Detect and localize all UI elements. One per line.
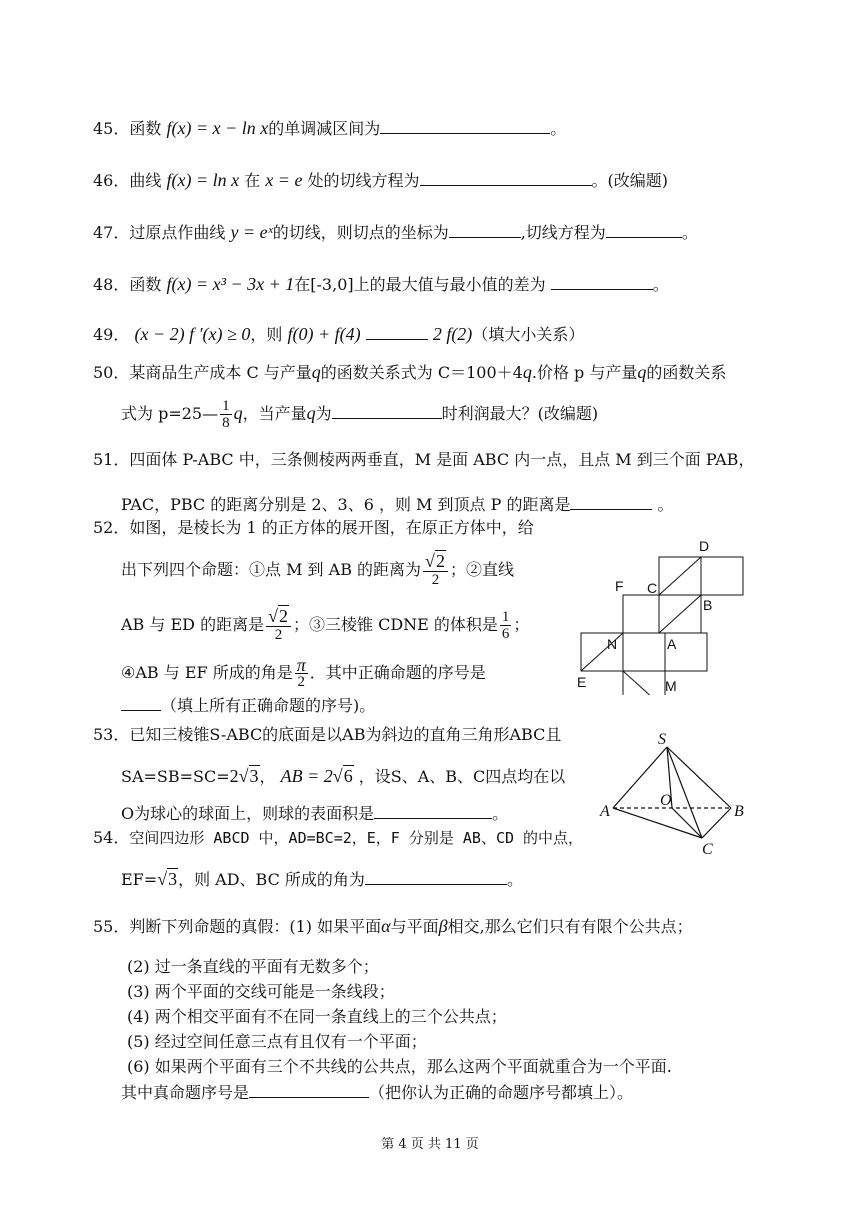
question-55-line1: 55．判断下列命题的真假：(1) 如果平面α与平面β相交,那么它们只有有限个公共点； xyxy=(93,916,693,936)
question-47: 47．过原点作曲线 y = eˣ的切线，则切点的坐标为 ,切线方程为 。 xyxy=(93,222,698,242)
question-53-line3: O为球心的球面上，则球的表面积是 。 xyxy=(121,801,508,826)
answer-blank[interactable] xyxy=(249,1080,369,1098)
label-A: A xyxy=(667,636,677,652)
question-52-line4: ④AB 与 EF 所成的角是 $\frac{\pi}{2}$ ．其中正确命题的序号是 xyxy=(121,655,486,690)
question-55-item-5: (5) 经过空间任意三点有且仅有一个平面； xyxy=(127,1032,427,1051)
label-A: A xyxy=(600,803,610,820)
question-55-item-4: (4) 两个相交平面有不在同一条直线上的三个公共点； xyxy=(127,1007,507,1026)
page-footer: 第 4 页 共 11 页 xyxy=(381,1137,479,1152)
question-54-line1: 54．空间四边形 ABCD 中，AD=BC=2，E，F 分别是 AB、CD 的中点， xyxy=(93,828,584,847)
question-53-line2: SA=SB=SC=2√3， AB = 2√6 ，设S、A、B、C四点均在以 xyxy=(121,766,566,786)
question-49: 49． (x − 2) f ′(x) ≥ 0，则 f(0) + f(4) 2 f(2)（填大小关系） xyxy=(93,324,585,344)
question-51-line2: PAC，PBC 的距离分别是 2、3、6 ，则 M 到顶点 P 的距离是 。 xyxy=(121,492,674,517)
answer-blank[interactable] xyxy=(606,220,682,238)
answer-blank[interactable] xyxy=(366,322,428,340)
label-O: O xyxy=(660,792,672,809)
label-N: N xyxy=(607,636,618,652)
answer-blank[interactable] xyxy=(449,220,521,238)
label-F: F xyxy=(615,578,624,594)
question-50-line1: 50．某商品生产成本 C 与产量q的函数关系式为 C＝100＋4q.价格 p 与产量q的函数关系 xyxy=(93,362,727,382)
label-B: B xyxy=(703,597,713,613)
question-52-line5: （填上所有正确命题的序号)。 xyxy=(121,693,375,718)
answer-blank[interactable] xyxy=(570,492,652,510)
question-55-item-3: (3) 两个平面的交线可能是一条线段； xyxy=(127,982,395,1001)
label-M: M xyxy=(665,678,677,694)
answer-blank[interactable] xyxy=(420,168,592,186)
label-B: B xyxy=(734,803,744,820)
question-55-last: 其中真命题序号是 （把你认为正确的命题序号都填上）。 xyxy=(121,1080,633,1105)
label-D: D xyxy=(699,538,710,554)
answer-blank[interactable] xyxy=(374,801,492,819)
question-55-item-2: (2) 过一条直线的平面有无数多个； xyxy=(127,957,379,976)
pyramid-figure xyxy=(598,730,758,860)
answer-blank[interactable] xyxy=(380,116,550,134)
label-C: C xyxy=(647,580,658,596)
cube-net-figure xyxy=(575,535,755,695)
question-50-line2: 式为 p=25— $\frac{1}{8}$ q，当产量q为 时利润最大？(改编题) xyxy=(121,398,599,431)
label-S: S xyxy=(658,731,666,748)
answer-blank[interactable] xyxy=(121,693,161,711)
fraction: $\frac{1}{8}$ xyxy=(222,398,230,431)
label-C: C xyxy=(702,841,713,858)
answer-blank[interactable] xyxy=(365,867,507,885)
question-45: 45．函数 f(x) = x − ln x的单调减区间为 。 xyxy=(93,118,567,138)
question-52-line2: 出下列四个命题：①点 M 到 AB 的距离为 $\frac{√2}{2}$ ；②直线 xyxy=(121,551,514,588)
answer-blank[interactable] xyxy=(551,272,653,290)
question-53-line1: 53．已知三棱锥S-ABC的底面是以AB为斜边的直角三角形ABC且 xyxy=(93,725,562,744)
answer-blank[interactable] xyxy=(332,401,442,419)
question-46: 46．曲线 f(x) = ln x 在 x = e 处的切线方程为 。(改编题) xyxy=(93,170,669,190)
question-48: 48．函数 f(x) = x³ − 3x + 1在[-3,0]上的最大值与最小值的差为 。 xyxy=(93,274,669,294)
question-52-line3: AB 与 ED 的距离是 $\frac{√2}{2}$ ；③三棱锥 CDNE 的体积是 $\frac{1}{6}$ ； xyxy=(121,606,530,643)
label-E: E xyxy=(577,674,587,690)
question-52-line1: 52．如图，是棱长为 1 的正方体的展开图，在原正方体中，给 xyxy=(93,518,534,537)
question-54-line2: EF=√3，则 AD、BC 所成的角为 。 xyxy=(121,869,523,889)
question-55-item-6: (6) 如果两个平面有三个不共线的公共点，那么这两个平面就重合为一个平面. xyxy=(127,1057,672,1076)
question-51-line1: 51．四面体 P-ABC 中，三条侧棱两两垂直，M 是面 ABC 内一点，且点 M 到三个面 PAB， xyxy=(93,450,755,469)
formula: f(x) = x − ln x xyxy=(166,118,269,138)
